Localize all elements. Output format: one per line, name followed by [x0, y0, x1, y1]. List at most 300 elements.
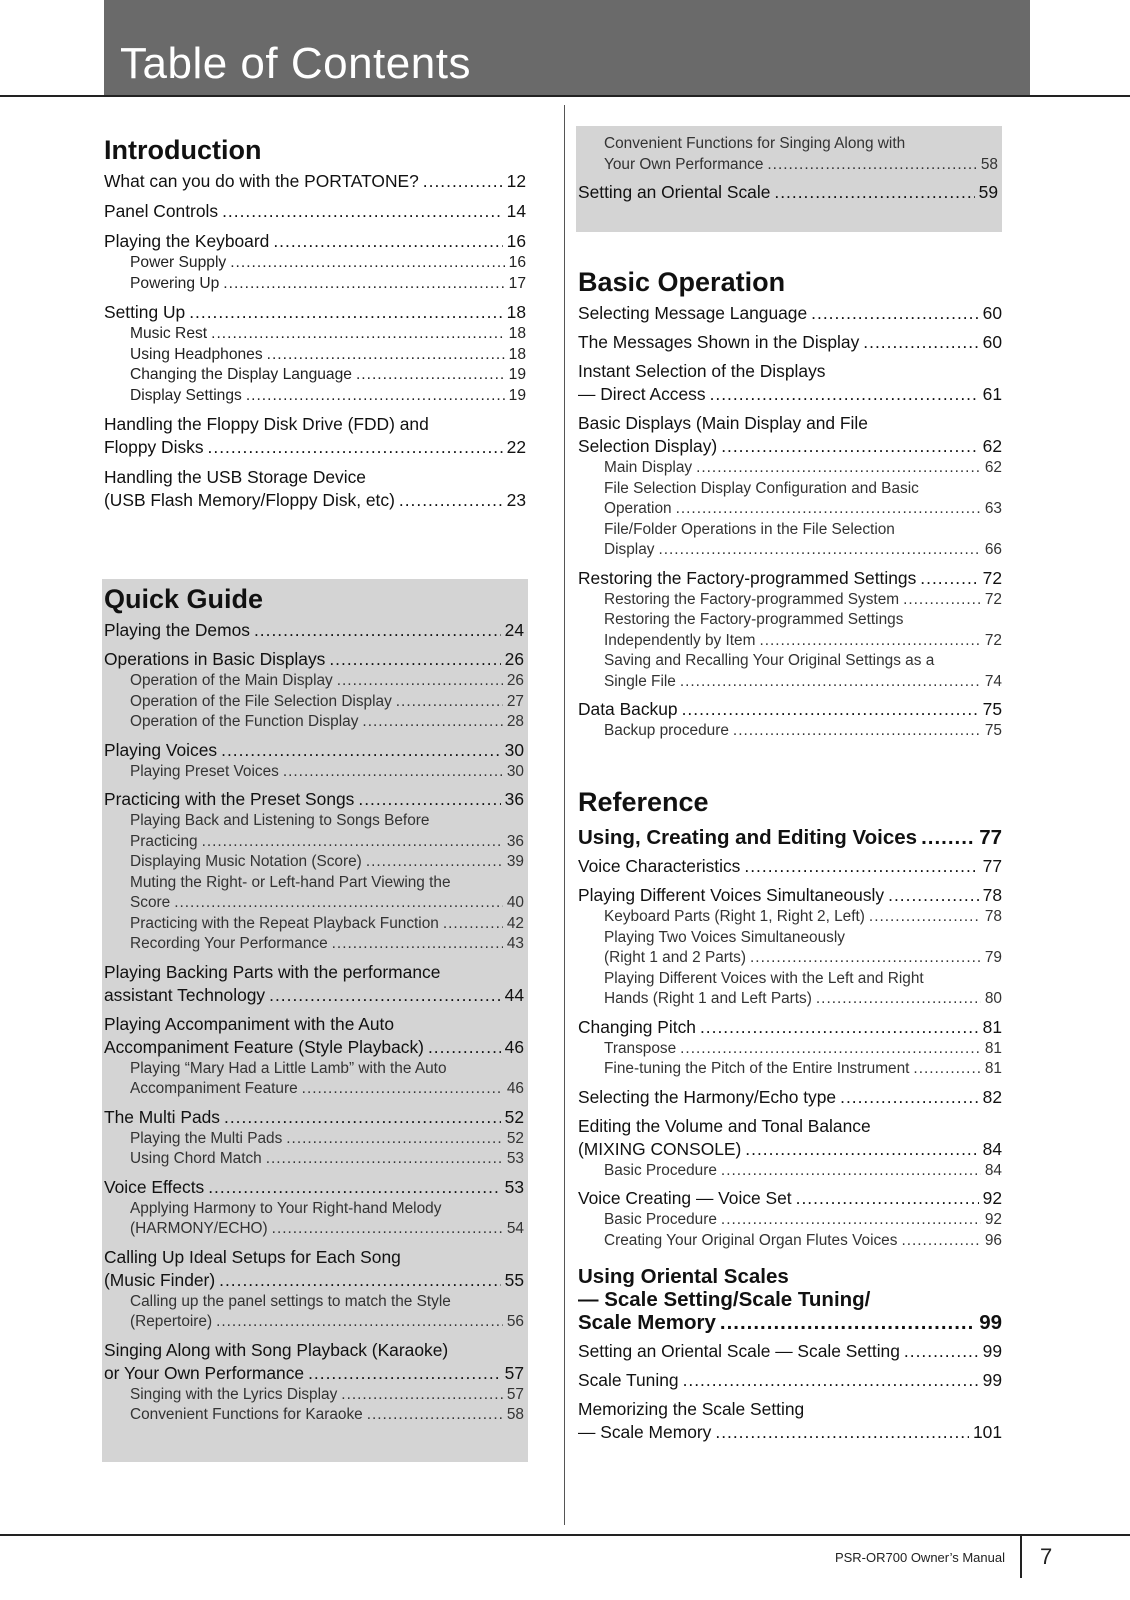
toc-entry-line[interactable]	[578, 435, 1002, 458]
page-ref: 40	[506, 894, 524, 911]
toc-entry-line[interactable]	[104, 788, 524, 811]
page-ref: 19	[508, 366, 526, 383]
page-ref: 81	[982, 1016, 1002, 1037]
dot-leader	[223, 274, 504, 295]
section-heading: Basic Operation	[578, 267, 786, 297]
dot-leader	[888, 884, 979, 907]
toc-subentry-line[interactable]	[104, 852, 524, 873]
toc-subentry-line[interactable]	[104, 811, 524, 832]
page-ref: 60	[982, 303, 1002, 323]
toc-subentry-line[interactable]	[104, 762, 524, 783]
toc-subentry-line[interactable]	[578, 721, 1002, 742]
dot-leader	[286, 1129, 503, 1150]
dot-leader	[341, 1385, 503, 1406]
toc-entry	[578, 302, 1002, 325]
page-ref: 43	[506, 935, 524, 952]
page-ref: 18	[508, 345, 526, 363]
dot-leader	[840, 1086, 979, 1109]
toc-entry-line[interactable]	[578, 181, 998, 204]
entry-title: Convenient Functions for Singing Along with	[604, 135, 906, 152]
entry-title: (Music Finder)	[104, 1269, 216, 1290]
entry-title: — Scale Setting/Scale Tuning/	[578, 1288, 871, 1311]
toc-entry	[578, 134, 998, 175]
entry-title: (HARMONY/ECHO)	[130, 1220, 268, 1237]
toc-subentry-line[interactable]	[578, 499, 1002, 520]
dot-leader	[302, 1079, 503, 1100]
toc-subentry-line[interactable]	[578, 155, 998, 176]
toc-entry-line[interactable]	[104, 1013, 524, 1036]
dot-leader	[219, 1269, 501, 1292]
entry-title: Playing “Mary Had a Little Lamb” with the Auto	[130, 1059, 447, 1077]
dot-leader	[863, 331, 978, 354]
page-ref: 36	[506, 832, 524, 850]
dot-leader	[266, 1149, 503, 1170]
entry-title: Convenient Functions for Karaoke	[130, 1406, 363, 1423]
dot-leader	[423, 170, 503, 193]
page-ref: 18	[508, 325, 526, 342]
dot-leader	[796, 1187, 979, 1210]
dot-leader	[682, 698, 979, 721]
dot-leader	[676, 499, 981, 520]
entry-title: File/Folder Operations in the File Selection	[604, 520, 895, 538]
toc-entry	[578, 1398, 1002, 1444]
toc-entry-line[interactable]	[578, 1421, 1002, 1444]
entry-title: Music Rest	[130, 325, 208, 342]
toc-entry-line[interactable]	[578, 567, 1002, 590]
dot-leader	[428, 1036, 501, 1059]
toc-subentry-line[interactable]	[104, 386, 526, 407]
entry-title: Practicing	[130, 832, 198, 850]
toc-subentry-line[interactable]	[578, 948, 1002, 969]
page-ref: 30	[506, 762, 524, 780]
page-ref: 23	[506, 490, 526, 510]
page-ref: 99	[982, 1370, 1002, 1390]
page-ref: 24	[504, 620, 524, 640]
entry-title: Voice Characteristics	[578, 856, 741, 876]
entry-title: (MIXING CONSOLE)	[578, 1138, 742, 1159]
toc-subentry-line[interactable]	[578, 1210, 1002, 1231]
page-ref: 82	[982, 1086, 1002, 1107]
toc-section-reference	[578, 786, 1002, 1444]
page-ref: 52	[504, 1106, 524, 1127]
entry-title: — Scale Memory	[578, 1422, 712, 1442]
entry-title: Powering Up	[130, 274, 220, 292]
toc-entry-line[interactable]	[578, 698, 1002, 721]
page-ref: 46	[506, 1080, 524, 1097]
toc-entry-line[interactable]	[104, 1176, 524, 1199]
entry-title: Basic Procedure	[604, 1211, 717, 1228]
dot-leader	[913, 1059, 980, 1080]
toc-entry-line[interactable]	[578, 1398, 1002, 1421]
toc-section-quick-guide	[102, 579, 528, 1462]
toc-entry-line[interactable]	[104, 1036, 524, 1059]
entry-title: Scale Memory	[578, 1311, 716, 1334]
entry-title: Playing the Keyboard	[104, 231, 270, 251]
toc-entry-line[interactable]	[104, 739, 524, 762]
entry-title: Playing Back and Listening to Songs Before	[130, 812, 430, 829]
entry-title: Playing the Multi Pads	[130, 1129, 283, 1147]
column-divider	[564, 105, 565, 1525]
entry-title: Operation of the Function Display	[130, 713, 359, 730]
toc-subentry-line[interactable]	[104, 1059, 524, 1080]
entry-title: Singing Along with Song Playback (Karaoke)	[104, 1339, 449, 1360]
page-ref: 26	[506, 672, 524, 689]
dot-leader	[399, 489, 503, 512]
toc-entry	[104, 619, 524, 642]
page-ref: 42	[506, 914, 524, 932]
entry-title: Calling up the panel settings to match the Style	[130, 1292, 451, 1310]
toc-entry-line[interactable]	[578, 383, 1002, 406]
entry-title: Using Oriental Scales	[578, 1265, 789, 1288]
toc-subentry-line[interactable]	[578, 672, 1002, 693]
entry-title: Data Backup	[578, 699, 678, 719]
entry-title: Setting an Oriental Scale	[578, 182, 771, 202]
dot-leader	[715, 1421, 969, 1444]
entry-title: Operation of the Main Display	[130, 672, 333, 689]
toc-entry	[578, 412, 1002, 561]
toc-entry-line[interactable]	[578, 826, 1002, 849]
toc-entry-line[interactable]	[104, 619, 524, 642]
dot-leader	[366, 852, 503, 873]
toc-entry-line[interactable]	[104, 230, 526, 253]
toc-subentry-line[interactable]	[104, 712, 524, 733]
toc-entry-line[interactable]	[104, 436, 526, 459]
toc-subentry-line[interactable]	[578, 969, 1002, 990]
entry-title: Playing Backing Parts with the performance	[104, 961, 441, 982]
toc-entry	[104, 1013, 524, 1100]
dot-leader	[267, 345, 505, 366]
dot-leader	[208, 436, 503, 459]
entry-title: Basic Procedure	[604, 1161, 717, 1179]
entry-title: Playing Two Voices Simultaneously	[604, 928, 845, 946]
entry-title: Main Display	[604, 459, 693, 476]
toc-subentry-line[interactable]	[578, 989, 1002, 1010]
toc-entry-line[interactable]	[578, 1016, 1002, 1039]
page-number: 7	[1040, 1544, 1053, 1569]
toc-entry-line[interactable]	[578, 1265, 1002, 1288]
entry-title: Accompaniment Feature	[130, 1080, 298, 1097]
dot-leader	[211, 324, 505, 345]
dot-leader	[269, 984, 501, 1007]
page-ref: 99	[979, 1311, 1002, 1334]
toc-entry-line[interactable]	[578, 884, 1002, 907]
dot-leader	[696, 458, 981, 479]
dot-leader	[744, 855, 978, 878]
toc-subentry-line[interactable]	[578, 928, 1002, 949]
toc-subentry-line[interactable]	[104, 692, 524, 713]
toc-entry	[104, 648, 524, 733]
toc-entry-line[interactable]	[578, 1369, 1002, 1392]
entry-title: Setting an Oriental Scale — Scale Setting	[578, 1341, 900, 1361]
entry-title: Your Own Performance	[604, 155, 764, 173]
entry-title: Practicing with the Preset Songs	[104, 789, 355, 809]
toc-entry-line[interactable]	[578, 1115, 1002, 1138]
toc-section-introduction	[104, 134, 526, 512]
toc-entry-line[interactable]	[104, 1106, 524, 1129]
toc-subentry-line[interactable]	[578, 907, 1002, 928]
page-ref: 27	[506, 692, 524, 710]
toc-subentry-line[interactable]	[104, 1079, 524, 1100]
toc-subentry-line[interactable]	[578, 1161, 1002, 1182]
entry-title: Changing Pitch	[578, 1016, 696, 1037]
dot-leader	[356, 365, 505, 386]
toc-entry	[578, 1016, 1002, 1080]
page-ref: 99	[982, 1341, 1002, 1361]
entry-title: Setting Up	[104, 302, 186, 322]
entry-title: — Direct Access	[578, 384, 706, 404]
page-ref: 58	[980, 155, 998, 173]
page-ref: 72	[982, 567, 1002, 588]
entry-title: (USB Flash Memory/Floppy Disk, etc)	[104, 490, 395, 510]
entry-title: Floppy Disks	[104, 437, 204, 457]
entry-title: Basic Displays (Main Display and File	[578, 413, 868, 433]
toc-entry-line[interactable]	[578, 1187, 1002, 1210]
toc-entry-line[interactable]	[578, 1086, 1002, 1109]
entry-title: Muting the Right- or Left-hand Part Viewing the	[130, 873, 451, 891]
toc-entry-line[interactable]	[104, 301, 526, 324]
page-ref: 36	[504, 789, 524, 809]
entry-title: or Your Own Performance	[104, 1362, 305, 1383]
toc-subentry-line[interactable]	[104, 1292, 524, 1313]
toc-subentry-line[interactable]	[578, 1059, 1002, 1080]
toc-entry-line[interactable]	[578, 855, 1002, 878]
entry-title: Restoring the Factory-programmed Settings	[578, 567, 917, 588]
page-ref: 22	[506, 437, 526, 457]
dot-leader	[367, 1405, 503, 1426]
toc-entry	[104, 413, 526, 459]
toc-subentry-line[interactable]	[104, 1129, 524, 1150]
toc-entry	[578, 331, 1002, 354]
page-ref: 92	[984, 1211, 1002, 1228]
entry-title: The Messages Shown in the Display	[578, 332, 860, 352]
toc-subentry-line[interactable]	[578, 1039, 1002, 1060]
entry-title: Playing the Demos	[104, 620, 250, 640]
entry-title: Playing Different Voices Simultaneously	[578, 885, 885, 905]
dot-leader	[816, 989, 981, 1010]
toc-entry	[104, 230, 526, 294]
page-ref: 59	[978, 182, 998, 202]
toc-entry-line[interactable]	[104, 489, 526, 512]
toc-entry	[104, 788, 524, 955]
entry-title: Saving and Recalling Your Original Settings as a	[604, 652, 935, 669]
dot-leader	[750, 948, 981, 969]
dot-leader	[222, 200, 503, 223]
toc-subentry-line[interactable]	[104, 324, 526, 345]
toc-subentry-line[interactable]	[578, 590, 1002, 611]
entry-title: Transpose	[604, 1039, 677, 1057]
toc-entry-line[interactable]	[578, 331, 1002, 354]
toc-subentry-line[interactable]	[578, 134, 998, 155]
toc-subentry-line[interactable]	[104, 832, 524, 853]
toc-entry-line[interactable]	[104, 1362, 524, 1385]
toc-entry	[104, 1176, 524, 1240]
toc-subentry-line[interactable]	[104, 1149, 524, 1170]
toc-entry-line[interactable]	[104, 1269, 524, 1292]
entry-title: What can you do with the PORTATONE?	[104, 171, 419, 191]
toc-subentry-line[interactable]	[578, 1231, 1002, 1252]
toc-entry	[578, 855, 1002, 878]
page-ref: 80	[984, 990, 1002, 1007]
page-ref: 12	[506, 171, 526, 191]
toc-subentry-line[interactable]	[578, 458, 1002, 479]
section-heading: Introduction	[104, 135, 262, 165]
toc-entry	[578, 1086, 1002, 1109]
toc-entry	[578, 360, 1002, 406]
toc-entry-line[interactable]	[104, 648, 524, 671]
dot-leader	[658, 540, 980, 561]
page-ref: 57	[506, 1385, 524, 1403]
toc-subentry-line[interactable]	[104, 365, 526, 386]
entry-title: The Multi Pads	[104, 1106, 220, 1127]
manual-name: PSR-OR700 Owner’s Manual	[834, 1550, 1005, 1565]
dot-leader	[202, 832, 503, 853]
dot-leader	[174, 893, 503, 914]
toc-entry	[578, 884, 1002, 1010]
dot-leader	[216, 1312, 503, 1333]
entry-title: Single File	[604, 672, 676, 690]
toc-subentry-line[interactable]	[578, 631, 1002, 652]
toc-subentry-line[interactable]	[104, 934, 524, 955]
toc-subentry-line[interactable]	[104, 914, 524, 935]
toc-entry	[104, 170, 526, 193]
toc-subentry-line[interactable]	[104, 1199, 524, 1220]
title-banner	[104, 0, 1030, 96]
dot-leader	[921, 826, 975, 849]
dot-leader	[254, 619, 501, 642]
toc-entry-line[interactable]	[578, 360, 1002, 383]
toc-entry-line[interactable]	[104, 413, 526, 436]
page-ref: 63	[984, 500, 1002, 517]
dot-leader	[901, 1231, 980, 1252]
toc-subentry-line[interactable]	[104, 345, 526, 366]
page-ref: 66	[984, 541, 1002, 558]
page-ref: 79	[984, 949, 1002, 966]
page-ref: 16	[506, 231, 526, 251]
entry-title: Accompaniment Feature (Style Playback)	[104, 1036, 424, 1057]
toc-entry-line[interactable]	[104, 466, 526, 489]
toc-entry-line[interactable]	[578, 302, 1002, 325]
toc-subentry-line[interactable]	[104, 893, 524, 914]
entry-title: Operation	[604, 500, 672, 517]
dot-leader	[443, 914, 503, 935]
toc-entry-line[interactable]	[578, 412, 1002, 435]
entry-title: Score	[130, 894, 171, 911]
entry-title: Scale Tuning	[578, 1370, 679, 1390]
page-ref: 53	[504, 1176, 524, 1197]
entry-title: Editing the Volume and Tonal Balance	[578, 1115, 871, 1136]
dot-leader	[710, 383, 979, 406]
toc-entry	[104, 1106, 524, 1170]
page-ref: 92	[982, 1188, 1002, 1208]
page-ref: 39	[506, 853, 524, 870]
toc-entry	[104, 739, 524, 783]
toc-entry-line[interactable]	[104, 1339, 524, 1362]
dot-leader	[720, 1311, 975, 1334]
footer-divider	[1020, 1536, 1022, 1578]
toc-subentry-line[interactable]	[578, 610, 1002, 631]
entry-title: assistant Technology	[104, 984, 266, 1005]
dot-leader	[272, 1219, 503, 1240]
toc-entry-line[interactable]	[104, 170, 526, 193]
toc-entry-line[interactable]	[104, 961, 524, 984]
entry-title: Voice Effects	[104, 1176, 205, 1197]
page-ref: 72	[984, 590, 1002, 608]
page-ref: 26	[504, 649, 524, 669]
toc-entry-line[interactable]	[104, 984, 524, 1007]
toc-entry-line[interactable]	[578, 1340, 1002, 1363]
page-ref: 53	[506, 1150, 524, 1167]
dot-leader	[733, 721, 981, 742]
toc-subentry-line[interactable]	[578, 540, 1002, 561]
dot-leader	[337, 671, 503, 692]
dot-leader	[920, 567, 978, 590]
toc-entry	[578, 698, 1002, 742]
page-ref: 19	[508, 386, 526, 404]
dot-leader	[767, 155, 976, 176]
entry-title: Displaying Music Notation (Score)	[130, 853, 362, 870]
dot-leader	[329, 648, 500, 671]
entry-title: Recording Your Performance	[130, 935, 328, 952]
dot-leader	[904, 1340, 979, 1363]
entry-title: Using, Creating and Editing Voices	[578, 826, 918, 849]
toc-entry-line[interactable]	[104, 1246, 524, 1269]
dot-leader	[358, 788, 500, 811]
toc-entry-line[interactable]	[578, 1288, 1002, 1311]
toc-subentry-line[interactable]	[104, 1219, 524, 1240]
page-ref: 78	[984, 908, 1002, 925]
toc-entry	[104, 1246, 524, 1333]
dot-leader	[683, 1369, 979, 1392]
toc-subentry-line[interactable]	[104, 1385, 524, 1406]
page-ref: 14	[506, 201, 526, 221]
page-ref: 77	[979, 826, 1002, 849]
page-ref: 46	[504, 1036, 524, 1057]
page-ref: 62	[984, 459, 1002, 476]
toc-subentry-line[interactable]	[104, 1405, 524, 1426]
toc-entry	[578, 1115, 1002, 1182]
toc-subentry-line[interactable]	[578, 651, 1002, 672]
entry-title: Handling the USB Storage Device	[104, 467, 366, 487]
page-ref: 16	[508, 254, 526, 271]
page-ref: 62	[982, 436, 1002, 456]
toc-subentry-line[interactable]	[104, 671, 524, 692]
dot-leader	[721, 435, 978, 458]
dot-leader	[283, 762, 503, 783]
toc-section-basic-operation	[578, 266, 1002, 742]
dot-leader	[221, 739, 501, 762]
entry-title: Power Supply	[130, 254, 227, 271]
toc-subentry-line[interactable]	[578, 479, 1002, 500]
toc-subentry-line[interactable]	[104, 873, 524, 894]
toc-subentry-line[interactable]	[578, 520, 1002, 541]
toc-subentry-line[interactable]	[104, 1312, 524, 1333]
entry-title: Selection Display)	[578, 436, 718, 456]
entry-title: Applying Harmony to Your Right-hand Melody	[130, 1199, 442, 1217]
dot-leader	[224, 1106, 501, 1129]
toc-entry-line[interactable]	[578, 1311, 1002, 1334]
entry-title: Playing Preset Voices	[130, 762, 279, 780]
entry-title: Backup procedure	[604, 722, 729, 739]
entry-title: Memorizing the Scale Setting	[578, 1399, 805, 1419]
entry-title: Display	[604, 541, 655, 558]
entry-title: Singing with the Lyrics Display	[130, 1385, 338, 1403]
toc-entry-line[interactable]	[578, 1138, 1002, 1161]
page-title: Table of Contents	[120, 39, 471, 88]
toc-entry-line[interactable]	[104, 200, 526, 223]
toc-subentry-line[interactable]	[104, 274, 526, 295]
toc-subentry-line[interactable]	[104, 253, 526, 274]
page-ref: 57	[504, 1362, 524, 1383]
